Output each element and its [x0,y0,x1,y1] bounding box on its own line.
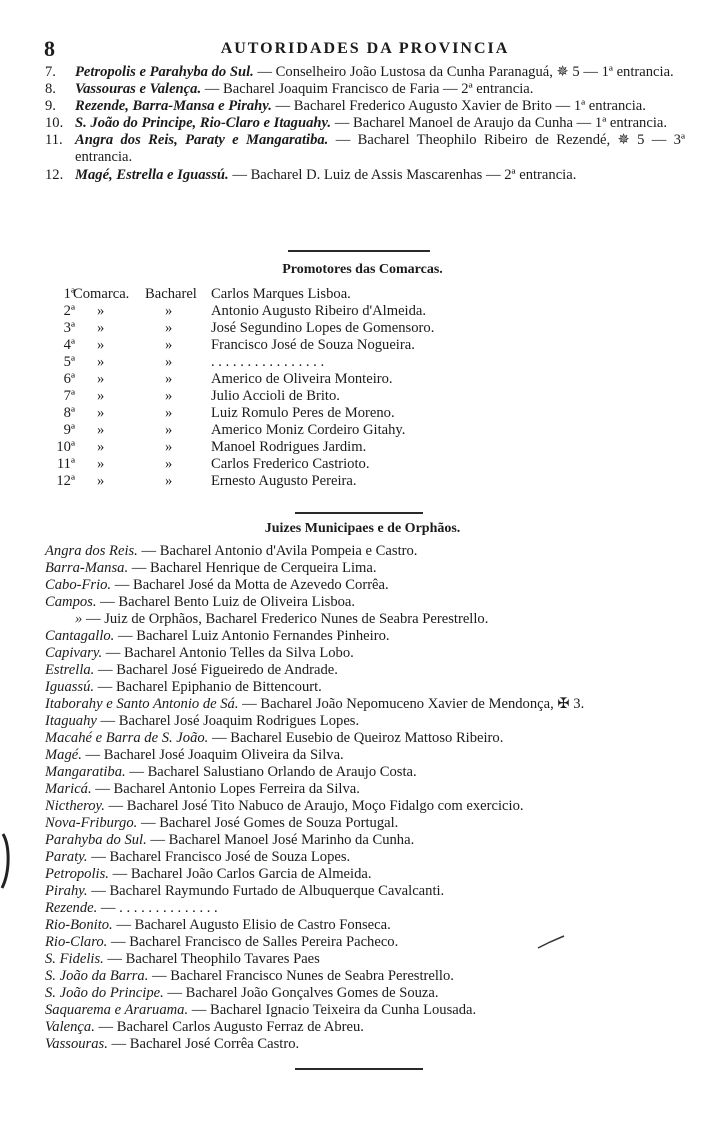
juiz-row [45,798,695,815]
juiz-place: Macahé e Barra de S. João. [45,730,209,746]
juiz-row [45,1036,695,1053]
juiz-row [45,900,695,917]
juiz-row [45,679,695,696]
juiz-row [45,730,695,747]
promotores-table [45,286,605,490]
promotor-row [45,405,605,422]
entry-place: Rezende, Barra-Mansa e Pirahy. [75,98,272,115]
title-label: » [165,320,173,336]
title-label: » [165,456,173,472]
juiz-text: — Bacharel Augusto Elisio de Castro Fonseca. [112,917,391,933]
entry-text: — Bacharel D. Luiz de Assis Mascarenhas — 2ª entrancia. [228,166,577,183]
page-number: 8 [44,36,55,61]
juiz-text: — Bacharel José da Motta de Azevedo Corrêa. [111,577,389,593]
title-label: » [165,388,173,404]
juiz-place: Petropolis. [45,866,109,882]
entry-text: — Bacharel Frederico Augusto Xavier de Brito — 1ª entrancia. [271,98,646,115]
comarca-entry [45,132,685,166]
juiz-row [45,645,695,662]
juiz-place: Mangaratiba. [45,764,126,780]
juiz-text: — Bacharel José Figueiredo de Andrade. [94,662,338,678]
comarca-ordinal: 1ª [63,286,75,302]
comarca-ordinal: 7ª [63,388,75,404]
promotor-row [45,456,605,473]
juiz-row [45,747,695,764]
comarca-ordinal: 9ª [63,422,75,438]
juiz-place: Magé. [45,747,82,763]
entry-text: — Conselheiro João Lustosa da Cunha Paranaguá, ✵ 5 — 1ª entrancia. [253,64,674,80]
promotor-name: Carlos Frederico Castrioto. [211,456,370,472]
juiz-row [45,764,695,781]
promotor-row [45,473,605,490]
juiz-row [45,781,695,798]
juiz-place: Rio-Claro. [45,934,108,950]
juiz-text: — Bacharel José Corrêa Castro. [107,1036,300,1052]
juiz-row [45,1002,695,1019]
entry-text: — Bacharel Theophilo Ribeiro de Rezendé, ✵ 5 — 3ª entrancia. [75,132,686,166]
title-label: » [165,303,173,319]
juiz-place: Angra dos Reis. [45,543,138,559]
promotor-name: Francisco José de Souza Nogueira. [211,337,415,353]
juiz-place: Iguassú. [45,679,95,695]
promotor-name: José Segundino Lopes de Gomensoro. [211,320,435,336]
juiz-place: Parahyba do Sul. [45,832,147,848]
title-label: » [165,422,173,438]
juiz-row [45,832,695,849]
juiz-place: Rezende. [45,900,98,916]
juiz-place: Cabo-Frio. [45,577,112,593]
promotor-name: Antonio Augusto Ribeiro d'Almeida. [211,303,427,319]
entry-number: 10. [45,115,64,132]
running-title: AUTORIDADES DA PROVINCIA [220,40,510,57]
juiz-text: — Bacharel Francisco José de Souza Lopes. [87,849,351,865]
comarca-label: » [97,320,105,336]
comarca-ordinal: 6ª [63,371,75,387]
promotor-name: Luiz Romulo Peres de Moreno. [211,405,395,421]
entry-number: 12. [45,166,64,183]
juiz-place: Paraty. [45,849,88,865]
comarca-ordinal: 3ª [63,320,75,336]
comarca-label: » [97,388,105,404]
juiz-text: — Bacharel Henrique de Cerqueira Lima. [128,560,377,576]
juiz-row [45,560,695,577]
juiz-row [45,934,695,951]
juiz-text: — Bacharel Carlos Augusto Ferraz de Abreu. [94,1019,364,1035]
comarca-entry [45,98,685,115]
title-label: Bacharel [145,286,197,302]
comarca-entry [45,115,685,132]
comarca-label: » [97,405,105,421]
juiz-text: — Bacharel Antonio Lopes Ferreira da Silva. [91,781,360,797]
juiz-place: Itaborahy e Santo Antonio de Sá. [45,696,239,712]
promotor-name: Ernesto Augusto Pereira. [211,473,357,489]
juiz-text: — Bacharel Antonio Telles da Silva Lobo. [102,645,354,661]
comarca-entry [45,64,685,81]
juiz-text: — Bacharel Francisco de Salles Pereira Pacheco. [107,934,399,950]
juiz-text: — Bacharel José Gomes de Souza Portugal. [137,815,399,831]
comarca-label: » [97,354,105,370]
juiz-text: — Bacharel Antonio d'Avila Pompeia e Castro. [137,543,418,559]
juiz-text: — Bacharel Francisco Nunes de Seabra Perestrello. [148,968,454,984]
promotor-row [45,439,605,456]
juiz-place: Pirahy. [45,883,88,899]
juiz-place: Estrella. [45,662,95,678]
promotor-name: Americo Moniz Cordeiro Gitahy. [211,422,406,438]
juiz-text: — Bacharel Bento Luiz de Oliveira Lisboa. [96,594,356,610]
juiz-text: — Juiz de Orphãos, Bacharel Frederico Nunes de Seabra Perestrello. [82,611,489,627]
binding-edge-mark [0,832,12,890]
entry-place: Vassouras e Valença. [75,81,202,98]
juiz-place: Nova-Friburgo. [45,815,138,831]
juiz-text: — Bacharel Raymundo Furtado de Albuquerque Cavalcanti. [87,883,445,899]
juiz-text: — Bacharel João Carlos Garcia de Almeida. [108,866,372,882]
entry-place: Petropolis e Parahyba do Sul. [75,64,254,80]
comarca-ordinal: 12ª [56,473,75,489]
comarca-entry [45,81,685,98]
comarca-label: » [97,422,105,438]
section-divider [295,512,423,514]
juiz-place: S. João da Barra. [45,968,149,984]
juiz-text: — Bacharel João Nepomuceno Xavier de Mendonça, ✠ 3. [238,696,585,712]
entry-place: Angra dos Reis, Paraty e Mangaratiba. [75,132,329,149]
title-label: » [165,354,173,370]
comarca-label: » [97,439,105,455]
juiz-text: — Bacharel Theophilo Tavares Paes [103,951,320,967]
entry-text: — Bacharel Joaquim Francisco de Faria — 2ª entrancia. [201,81,534,98]
juiz-row [45,1019,695,1036]
juiz-row [45,611,695,628]
entry-number: 8. [45,81,56,98]
title-label: » [165,371,173,387]
comarca-ordinal: 4ª [63,337,75,353]
title-label: » [165,439,173,455]
juiz-text: — Bacharel João Gonçalves Gomes de Souza. [163,985,439,1001]
promotor-name: Americo de Oliveira Monteiro. [211,371,393,387]
juizes-section-title: Juizes Municipaes e de Orphãos. [264,521,461,536]
promotor-row [45,354,605,371]
juiz-place: Itaguahy [45,713,97,729]
comarca-ordinal: 8ª [63,405,75,421]
entry-text: — Bacharel Manoel de Araujo da Cunha — 1ª entrancia. [331,115,668,132]
juiz-text: — Bacharel Ignacio Teixeira da Cunha Lousada. [188,1002,477,1018]
juiz-place: Campos. [45,594,97,610]
juiz-row [45,713,695,730]
entry-number: 11. [45,132,63,149]
comarca-ordinal: 2ª [63,303,75,319]
juiz-place: Cantagallo. [45,628,115,644]
comarca-ordinal: 5ª [63,354,75,370]
juiz-text: — Bacharel Luiz Antonio Fernandes Pinheiro. [114,628,390,644]
juiz-place: Rio-Bonito. [45,917,113,933]
juiz-text: — Bacharel Eusebio de Queiroz Mattoso Ribeiro. [208,730,504,746]
juiz-row [45,628,695,645]
comarca-label: » [97,303,105,319]
juizes-list [45,543,695,1053]
promotor-row [45,286,605,303]
promotor-row [45,371,605,388]
promotor-name: . . . . . . . . . . . . . . . . [211,354,325,370]
comarca-entry [45,167,685,184]
juiz-text: — Bacharel Salustiano Orlando de Araujo Costa. [125,764,417,780]
page-header [40,36,690,60]
juiz-place: Barra-Mansa. [45,560,129,576]
entry-number: 7. [45,64,56,80]
comarca-ordinal: 11ª [56,456,75,472]
entry-place: Magé, Estrella e Iguassú. [75,166,229,183]
comarca-label: » [97,371,105,387]
promotor-name: Julio Accioli de Brito. [211,388,340,404]
juiz-row [45,594,695,611]
promotor-name: Carlos Marques Lisboa. [211,286,351,302]
juiz-text: — Bacharel Epiphanio de Bittencourt. [94,679,322,695]
juiz-text: — Bacharel Manoel José Marinho da Cunha. [146,832,415,848]
section-divider [295,1068,423,1070]
juiz-text: — Bacharel José Tito Nabuco de Araujo, Moço Fidalgo com exercicio. [104,798,524,814]
entry-number: 9. [45,98,56,115]
comarca-label: » [97,456,105,472]
promotor-name: Manoel Rodrigues Jardim. [211,439,367,455]
juiz-row [45,917,695,934]
comarca-label: Comarca. [73,286,130,302]
comarca-label: » [97,473,105,489]
promotor-row [45,320,605,337]
juiz-text: — . . . . . . . . . . . . . . [97,900,218,916]
juiz-place: Vassouras. [45,1036,108,1052]
entry-place: S. João do Principe, Rio-Claro e Itaguahy. [75,115,332,132]
title-label: » [165,473,173,489]
juiz-place: Maricá. [45,781,92,797]
juiz-place: Saquarema e Araruama. [45,1002,189,1018]
juiz-row [45,543,695,560]
juiz-place: S. Fidelis. [45,951,104,967]
comarca-ordinal: 10ª [56,439,75,455]
juiz-row [45,985,695,1002]
promotor-row [45,388,605,405]
juiz-row [45,883,695,900]
juiz-row [45,696,695,713]
juiz-place: » [75,611,83,627]
juiz-row [45,577,695,594]
juiz-row [45,662,695,679]
juiz-row [45,866,695,883]
title-label: » [165,337,173,353]
juiz-row [45,968,695,985]
juiz-text: — Bacharel José Joaquim Oliveira da Silva. [81,747,344,763]
juiz-row [45,951,695,968]
promotor-row [45,303,605,320]
comarca-label: » [97,337,105,353]
juiz-row [45,849,695,866]
juiz-place: Nictheroy. [45,798,105,814]
title-label: » [165,405,173,421]
juiz-row [45,815,695,832]
juiz-text: — Bacharel José Joaquim Rodrigues Lopes. [96,713,360,729]
juiz-place: Capivary. [45,645,103,661]
promotor-row [45,337,605,354]
pencil-mark [536,932,566,952]
promotor-row [45,422,605,439]
section-divider [288,250,430,252]
juiz-place: Valença. [45,1019,95,1035]
juiz-place: S. João do Principe. [45,985,164,1001]
promotores-section-title: Promotores das Comarcas. [282,262,443,277]
comarca-judges-list [45,64,685,184]
